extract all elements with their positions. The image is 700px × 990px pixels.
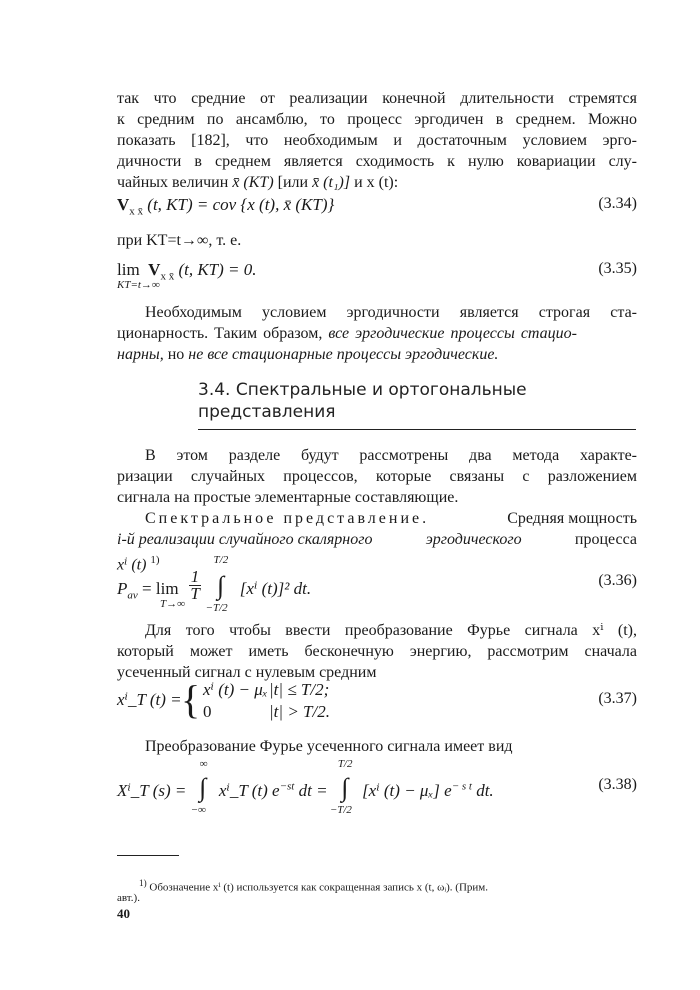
- math-variable: x̄ (KT): [232, 174, 274, 191]
- text-line: усеченный сигнал с нулевым средним: [117, 664, 377, 681]
- case-expression: xⁱ (t) − μₓ: [203, 680, 268, 699]
- lim-label: lim: [117, 260, 140, 279]
- eq-symbol: V: [148, 260, 161, 279]
- text-line: при KT=t→∞, т. е.: [117, 232, 242, 249]
- integral-sign: ∫: [216, 571, 225, 600]
- text-line: В этом разделе будут рассмотрены два метода характе-: [145, 447, 637, 464]
- text-segment: процесса: [574, 531, 637, 548]
- eq-symbol: V: [117, 195, 130, 214]
- integral-sign: ∫: [341, 773, 349, 802]
- text-line: сигнала на простые элементарные составляющие.: [117, 489, 459, 506]
- case-condition: |t| ≤ T/2;: [269, 680, 330, 699]
- eq-subscript: av: [127, 589, 138, 602]
- equation-number: (3.34): [598, 195, 637, 212]
- text-line: который может иметь бесконечную энергию, рассмотрим сначала: [117, 643, 637, 660]
- eq-body: [xⁱ (t)]² dt.: [239, 579, 312, 598]
- text-segment: [или: [277, 174, 309, 191]
- integral: [329, 758, 358, 816]
- emphasis-text: не все стационарные процессы эргодические.: [188, 346, 499, 363]
- equation-3-37: [117, 677, 637, 730]
- integral-upper: T/2: [213, 554, 229, 566]
- section-heading-line1: 3.4. Спектральные и ортогональные: [198, 380, 527, 400]
- eq-body: (t, KT) = 0.: [178, 260, 257, 279]
- section-rule: [198, 429, 636, 430]
- text-segment: Средняя мощность: [507, 510, 637, 527]
- text-line: ризации случайных процессов, которые связаны с разложением: [117, 468, 637, 485]
- text-line: [145, 509, 637, 528]
- footnote-rule: [117, 855, 179, 856]
- section-heading-line2: представления: [198, 402, 336, 422]
- integral-upper: ∞: [199, 758, 208, 770]
- equation-3-36: [117, 554, 637, 618]
- fraction-denominator: T: [190, 583, 200, 603]
- equation-3-38: [117, 758, 637, 822]
- integral-upper: T/2: [337, 758, 353, 770]
- eq-lhs: Xⁱ_T (s) =: [117, 781, 187, 800]
- eq-subscript: x x̄: [129, 205, 144, 218]
- text-line: [117, 345, 637, 364]
- integral: [205, 554, 236, 614]
- math-variable: xⁱ (t): [117, 556, 147, 574]
- math-variable: x̄ (t₁)]: [312, 174, 351, 191]
- fraction-numerator: 1: [190, 566, 200, 586]
- eq-exponent: − s t: [451, 780, 472, 793]
- equation-number: (3.38): [598, 776, 637, 793]
- integral-lower: −∞: [190, 804, 206, 816]
- eq-exponent: −st: [279, 780, 295, 793]
- text-line: так что средние от реализации конечной длительности стремятся: [117, 90, 637, 107]
- eq-body: (t, KT) = cov {x (t), x̄ (KT)}: [147, 195, 335, 214]
- limit-subscript: T→∞: [160, 598, 185, 610]
- integral-lower: −T/2: [205, 602, 228, 614]
- subsection-heading: Спектральное представление.: [145, 510, 430, 527]
- limit-subscript: KT=t→∞: [117, 279, 160, 291]
- text-line: [117, 324, 637, 343]
- eq-body: dt =: [298, 781, 328, 800]
- limit-operator: [117, 260, 160, 291]
- footnote-text: Обозначение xⁱ (t) используется как сокращенная запись x (t, ωᵢ). (Прим.: [149, 881, 488, 894]
- eq-symbol: P: [117, 579, 128, 598]
- eq-body: [xⁱ (t) − μₓ] e: [362, 781, 452, 800]
- footnote-mark: 1): [150, 554, 160, 566]
- integral-sign: ∫: [199, 773, 207, 802]
- eq-lhs: xⁱ_T (t) =: [117, 690, 182, 709]
- eq-body: xⁱ_T (t) e: [218, 781, 280, 800]
- emphasis-text: эргодического: [425, 531, 522, 548]
- footnote-line: авт.).: [117, 892, 140, 904]
- equation-number: (3.35): [598, 260, 637, 277]
- integral-lower: −T/2: [329, 804, 352, 816]
- eq-subscript: x x̄: [160, 270, 175, 283]
- text-segment: но: [167, 346, 185, 363]
- eq-body: dt.: [476, 781, 494, 800]
- text-line: [117, 530, 637, 549]
- text-segment: ционарность. Таким образом,: [117, 325, 323, 342]
- footnote-mark: 1): [139, 878, 147, 888]
- text-line: Для того чтобы ввести преобразование Фурье сигнала xⁱ (t),: [145, 622, 637, 639]
- text-line: дичности в среднем является сходимость к нулю ковариации слу-: [117, 153, 637, 170]
- text-line: Необходимым условием эргодичности является строгая ста-: [145, 304, 637, 321]
- text-line: показать [182], что необходимым и достаточным условием эрго-: [117, 132, 637, 149]
- limit-operator: [142, 579, 185, 610]
- case-expression: 0: [203, 702, 212, 721]
- text-segment: i-й реализации случайного скалярного: [117, 531, 373, 548]
- cases-brace: {: [181, 677, 201, 722]
- lim-label: = lim: [142, 579, 179, 598]
- integral: [190, 758, 215, 816]
- text-line: к средним по ансамблю, то процесс эргодичен в среднем. Можно: [117, 111, 637, 128]
- case-condition: |t| > T/2.: [269, 702, 330, 721]
- emphasis-text: все эргодические процессы стацио-: [328, 325, 577, 342]
- page-number: 40: [117, 906, 130, 921]
- fraction: [189, 566, 202, 603]
- text-segment: и x (t):: [354, 174, 399, 191]
- emphasis-text: нарны,: [117, 346, 164, 363]
- equation-number: (3.36): [598, 572, 637, 589]
- text-segment: чайных величин: [117, 174, 229, 191]
- text-line: Преобразование Фурье усеченного сигнала имеет вид: [145, 738, 513, 755]
- equation-number: (3.37): [598, 690, 637, 707]
